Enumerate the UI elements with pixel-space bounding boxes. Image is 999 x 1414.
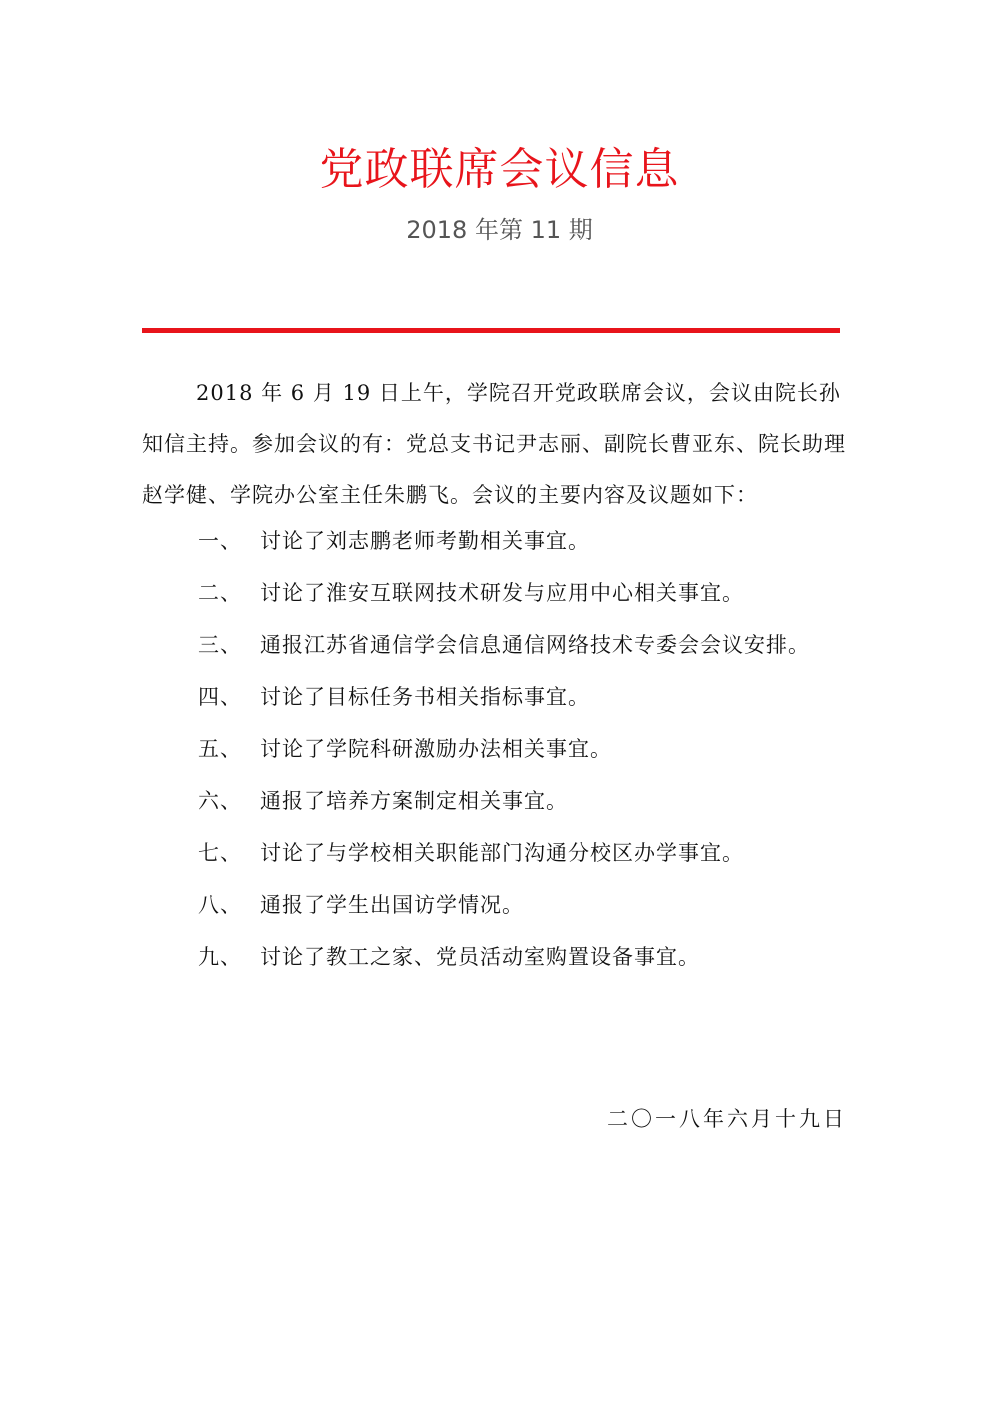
agenda-item — [198, 733, 878, 785]
item-text: 讨论了淮安互联网技术研发与应用中心相关事宜。 — [260, 581, 744, 605]
item-number: 二、 — [198, 581, 242, 605]
item-text: 讨论了教工之家、党员活动室购置设备事宜。 — [260, 945, 700, 969]
item-number: 八、 — [198, 893, 242, 917]
item-text: 讨论了目标任务书相关指标事宜。 — [260, 685, 590, 709]
item-text: 讨论了与学校相关职能部门沟通分校区办学事宜。 — [260, 841, 744, 865]
agenda-item — [198, 681, 878, 733]
agenda-item — [198, 577, 878, 629]
item-number: 四、 — [198, 685, 242, 709]
item-number: 三、 — [198, 633, 242, 657]
agenda-item — [198, 525, 878, 577]
agenda-item — [198, 889, 878, 941]
agenda-item — [198, 941, 878, 993]
document-date: 二〇一八年六月十九日 — [607, 1107, 847, 1131]
agenda-item — [198, 837, 878, 889]
item-number: 九、 — [198, 945, 242, 969]
item-text: 通报了培养方案制定相关事宜。 — [260, 789, 568, 813]
issue-number: 2018 年第 11 期 — [406, 216, 593, 244]
agenda-item — [198, 629, 878, 681]
item-number: 一、 — [198, 529, 242, 553]
item-text: 讨论了刘志鹏老师考勤相关事宜。 — [260, 529, 590, 553]
item-text: 通报江苏省通信学会信息通信网络技术专委会会议安排。 — [260, 633, 810, 657]
item-text: 通报了学生出国访学情况。 — [260, 893, 524, 917]
agenda-item — [198, 785, 878, 837]
agenda-list — [198, 525, 878, 993]
red-divider — [142, 328, 840, 333]
item-number: 五、 — [198, 737, 242, 761]
document-title: 党政联席会议信息 — [319, 144, 680, 195]
item-text: 讨论了学院科研激励办法相关事宜。 — [260, 737, 612, 761]
item-number: 七、 — [198, 841, 242, 865]
item-number: 六、 — [198, 789, 242, 813]
meeting-paragraph: 2018 年 6 月 19 日上午，学院召开党政联席会议，会议由院长孙知信主持。参加会议的有：党总支书记尹志丽、副院长曹亚东、院长助理赵学健、学院办公室主任朱鹏飞。会议的主要内容及议题如下： — [142, 381, 846, 507]
